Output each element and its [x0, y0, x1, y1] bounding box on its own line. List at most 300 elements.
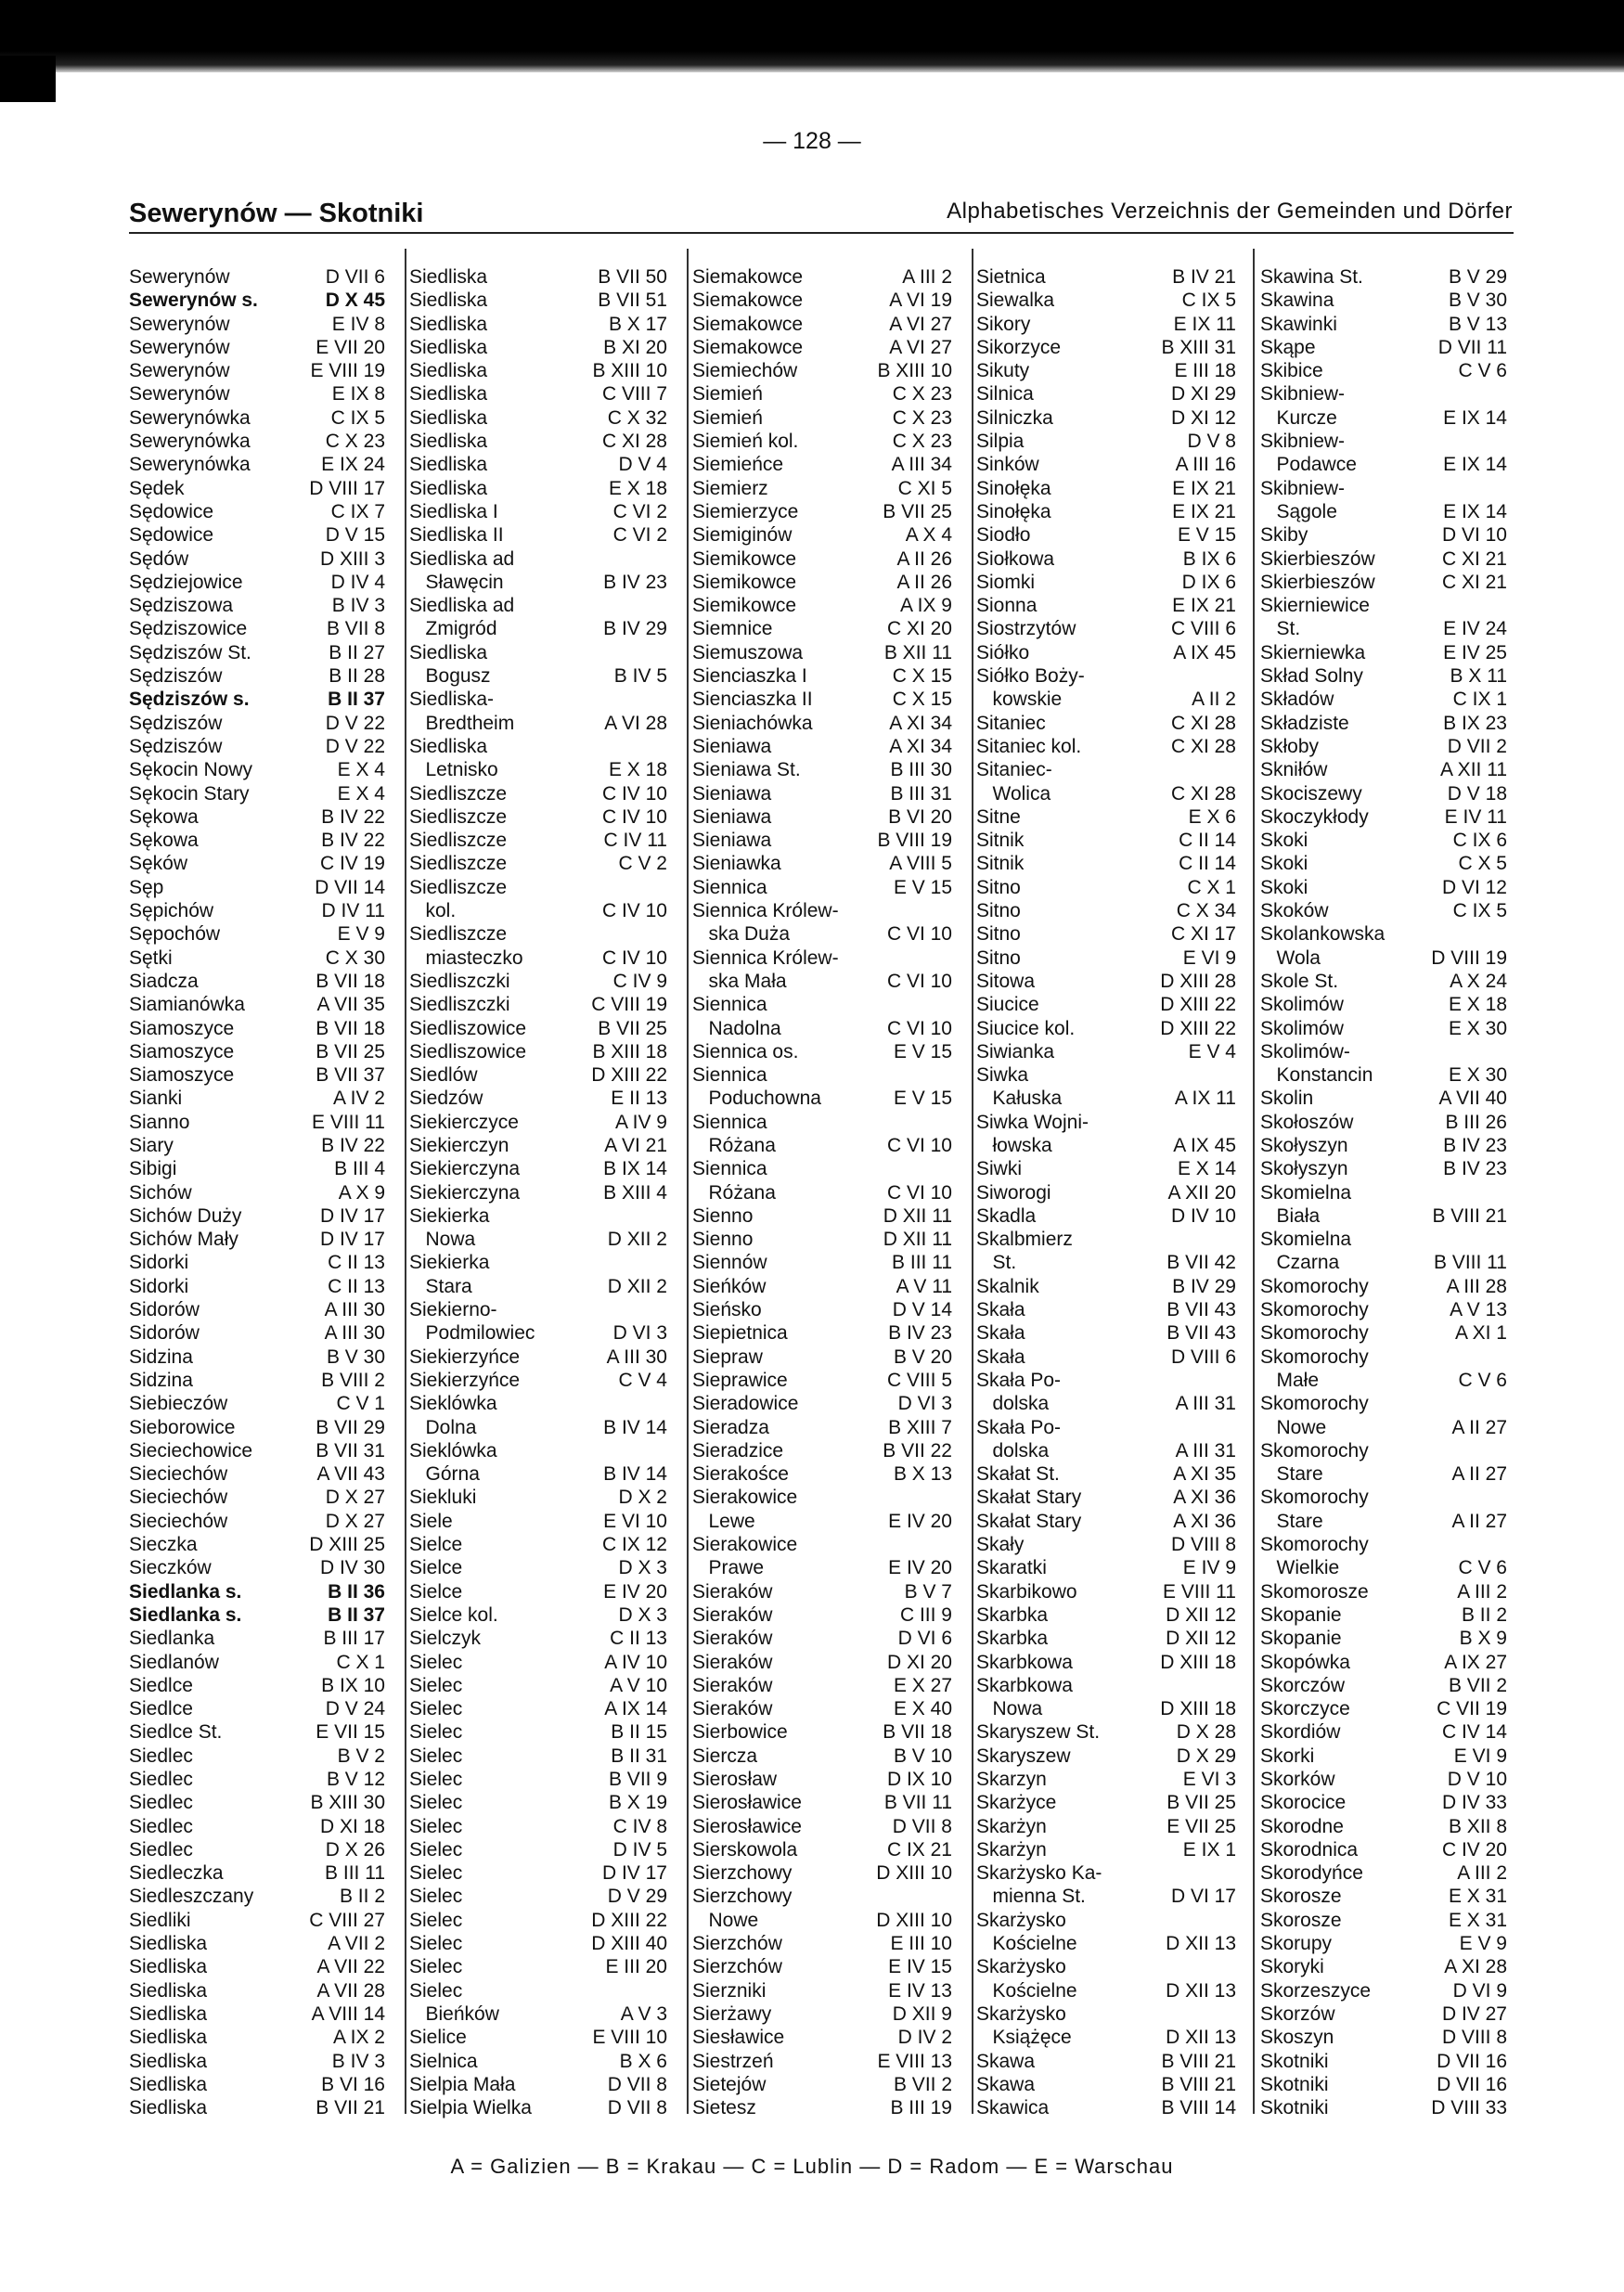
place-name: Sieczków	[129, 1557, 212, 1579]
place-name: Sieniawa St.	[692, 759, 801, 781]
place-name: Skąpe	[1260, 336, 1316, 358]
list-item	[976, 970, 1236, 993]
list-item	[976, 1251, 1236, 1274]
map-reference: C IX 6	[1452, 830, 1507, 852]
map-reference: A VI 28	[604, 712, 667, 734]
list-item	[692, 1955, 952, 1978]
list-item	[692, 1838, 952, 1861]
place-name: Sękowa	[129, 805, 199, 828]
map-reference: C IX 21	[886, 1838, 952, 1861]
list-item	[976, 852, 1236, 875]
map-reference: E VI 3	[1182, 1769, 1236, 1790]
map-reference: C IX 1	[1452, 689, 1507, 711]
list-item	[1260, 289, 1507, 312]
map-reference: D VII 11	[1437, 336, 1507, 358]
place-name: Siedliska	[409, 641, 488, 663]
place-name: Skała Po-	[976, 1416, 1062, 1438]
list-item	[409, 265, 667, 289]
list-item	[692, 641, 952, 664]
list-item	[409, 1017, 667, 1040]
scan-corner-shadow	[0, 56, 56, 102]
list-item	[692, 1533, 952, 1556]
map-reference: B X 17	[608, 313, 667, 335]
place-name: Sielpia Wielka	[409, 2097, 532, 2119]
map-reference: D VII 2	[1447, 735, 1507, 757]
place-name: Skordiów	[1260, 1721, 1341, 1744]
place-name: Sieraków	[692, 1580, 773, 1603]
place-name: Siestrzeń	[692, 2050, 774, 2072]
list-item	[692, 313, 952, 336]
list-item	[976, 477, 1236, 500]
list-item	[692, 876, 952, 899]
map-reference: D VII 16	[1437, 2073, 1507, 2095]
list-item	[129, 1627, 385, 1650]
list-item	[129, 970, 385, 993]
map-reference: B III 30	[890, 759, 952, 781]
map-reference: A VII 43	[316, 1463, 385, 1486]
map-reference: A IX 27	[1444, 1651, 1507, 1673]
map-reference: C V 4	[618, 1369, 667, 1391]
map-reference: C II 14	[1179, 853, 1236, 875]
place-name: Sęków	[129, 853, 188, 875]
list-item	[976, 1627, 1236, 1650]
list-item	[976, 547, 1236, 571]
list-item	[1260, 1745, 1507, 1768]
place-name: Skład Solny	[1260, 665, 1363, 688]
map-reference: C V 6	[1458, 1369, 1507, 1391]
list-item	[692, 1885, 952, 1908]
place-name: kowskie	[976, 689, 1063, 711]
list-item	[1260, 382, 1507, 406]
list-item	[409, 1885, 667, 1908]
place-name: Siemierz	[692, 477, 768, 499]
list-item	[409, 1955, 667, 1978]
column-divider	[687, 249, 689, 2114]
map-reference: B IX 6	[1182, 547, 1236, 570]
place-name: Skołoszów	[1260, 1111, 1354, 1133]
place-name: Książęce	[976, 2027, 1072, 2049]
place-name: Kościelne	[976, 1933, 1077, 1955]
map-reference: B II 37	[328, 1603, 385, 1626]
list-item	[692, 265, 952, 289]
list-item	[1260, 664, 1507, 688]
list-item	[129, 1063, 385, 1087]
map-reference: E IV 20	[603, 1580, 667, 1603]
place-name: Skomorochy	[1260, 1534, 1369, 1556]
list-item	[976, 946, 1236, 970]
place-name: Skierniewice	[1260, 595, 1370, 617]
map-reference: B VII 18	[316, 970, 385, 992]
place-name: Siedliszcze	[409, 805, 508, 828]
place-name: Siemakowce	[692, 266, 804, 288]
map-reference: C VIII 19	[591, 994, 667, 1016]
place-name: Silpia	[976, 431, 1025, 453]
map-reference: C II 13	[328, 1275, 385, 1297]
place-name: Siesławice	[692, 2027, 785, 2049]
place-name: Skała Po-	[976, 1369, 1062, 1391]
place-name: Skawa	[976, 2050, 1036, 2072]
list-item	[129, 1346, 385, 1369]
place-name: Sieradzice	[692, 1439, 784, 1461]
map-reference: D XIII 10	[876, 1909, 952, 1931]
list-item	[692, 2026, 952, 2049]
list-item	[976, 922, 1236, 946]
list-item	[692, 1439, 952, 1462]
place-name: Sędów	[129, 547, 189, 570]
place-name: Skomorochy	[1260, 1439, 1369, 1461]
place-name: Sielec	[409, 1886, 463, 1908]
map-reference: B IV 29	[1172, 1275, 1236, 1297]
list-item	[129, 1439, 385, 1462]
map-reference: C X 23	[892, 383, 952, 406]
map-reference: E IV 20	[888, 1557, 952, 1579]
map-reference: B X 6	[619, 2050, 667, 2072]
map-reference: A II 2	[1192, 689, 1236, 711]
list-item	[1260, 1416, 1507, 1439]
place-name: Skolimów-	[1260, 1040, 1350, 1062]
list-item	[409, 1909, 667, 1932]
map-reference: D XIII 10	[876, 1862, 952, 1885]
map-reference: D XI 29	[1170, 383, 1236, 406]
place-name: Siemakowce	[692, 336, 804, 358]
list-item	[976, 500, 1236, 523]
map-reference: B VII 18	[883, 1721, 952, 1744]
place-name: Sewerynów	[129, 336, 230, 358]
place-name: Siebieczów	[129, 1393, 228, 1415]
list-item	[692, 617, 952, 640]
list-item	[692, 782, 952, 805]
map-reference: D XII 11	[883, 1204, 952, 1227]
list-item	[692, 336, 952, 359]
list-item	[692, 1697, 952, 1720]
place-name: Siedliska	[129, 1933, 208, 1955]
list-item	[1260, 1697, 1507, 1720]
list-item	[1260, 1768, 1507, 1791]
list-item	[1260, 1462, 1507, 1486]
list-item	[692, 406, 952, 430]
map-reference: B VIII 2	[321, 1369, 385, 1391]
map-reference: C X 15	[892, 689, 952, 711]
place-name: Skalbmierz	[976, 1229, 1073, 1251]
map-reference: B VIII 19	[877, 830, 952, 852]
place-name: Skorodne	[1260, 1815, 1344, 1837]
list-item	[976, 382, 1236, 406]
list-item	[692, 946, 952, 970]
map-reference: B V 12	[326, 1769, 385, 1790]
list-item	[1260, 1346, 1507, 1369]
place-name: Siary	[129, 1134, 174, 1156]
list-item	[976, 1510, 1236, 1533]
place-name: Skarbka	[976, 1628, 1049, 1650]
list-item	[1260, 1298, 1507, 1321]
list-item	[976, 1204, 1236, 1228]
place-name: Siedliszcze	[409, 876, 508, 898]
list-item	[976, 1321, 1236, 1345]
map-reference: E IX 14	[1443, 454, 1507, 476]
map-reference: D IV 17	[319, 1229, 385, 1251]
place-name: Skoków	[1260, 900, 1329, 922]
map-reference: D VII 16	[1437, 2050, 1507, 2072]
list-item	[692, 1181, 952, 1204]
map-reference: A XI 1	[1454, 1322, 1507, 1345]
list-item	[692, 1510, 952, 1533]
list-item	[409, 594, 667, 617]
list-item	[692, 664, 952, 688]
place-name: Siedliska	[409, 454, 488, 476]
list-item	[409, 500, 667, 523]
map-reference: B XIII 18	[592, 1040, 667, 1062]
map-reference: B IV 23	[603, 571, 667, 593]
map-reference: B VII 22	[883, 1439, 952, 1461]
list-item	[129, 571, 385, 594]
list-item	[129, 641, 385, 664]
map-reference: E VII 20	[316, 336, 385, 358]
place-name: Siekierka	[409, 1204, 490, 1227]
place-name: Bogusz	[409, 665, 491, 688]
list-item	[692, 1768, 952, 1791]
place-name: Skomielna	[1260, 1229, 1352, 1251]
map-reference: E X 31	[1448, 1909, 1507, 1931]
place-name: Siennica	[692, 994, 767, 1016]
list-item	[692, 1861, 952, 1885]
place-name: Sewerynów	[129, 313, 230, 335]
list-item	[692, 1627, 952, 1650]
list-item	[692, 289, 952, 312]
list-item	[409, 876, 667, 899]
map-reference: D IV 17	[601, 1862, 667, 1885]
place-name: Sielec	[409, 1815, 463, 1837]
place-name: Skarżyn	[976, 1838, 1047, 1861]
place-name: Siedlanka s.	[129, 1603, 242, 1626]
list-item	[129, 2026, 385, 2049]
list-item	[129, 289, 385, 312]
list-item	[129, 1791, 385, 1814]
place-name: Siedlec	[129, 1838, 193, 1861]
place-name: Siamoszyce	[129, 1064, 235, 1087]
list-item	[129, 1040, 385, 1063]
place-name: Sieklówka	[409, 1439, 497, 1461]
map-reference: C IV 10	[601, 782, 667, 805]
map-reference: D VI 6	[897, 1628, 952, 1650]
map-reference: E II 13	[611, 1088, 667, 1110]
map-reference: A VI 21	[604, 1134, 667, 1156]
map-reference: B VI 16	[321, 2073, 385, 2095]
page-title: Sewerynów — Skotniki	[129, 199, 424, 228]
list-item	[409, 641, 667, 664]
place-name: Skorków	[1260, 1769, 1335, 1790]
map-reference: B II 15	[611, 1721, 667, 1744]
place-name: Siekierzyńce	[409, 1369, 521, 1391]
place-name: Siedliszczki	[409, 994, 510, 1016]
map-reference: C XI 28	[601, 431, 667, 453]
map-reference: D XI 18	[319, 1815, 385, 1837]
map-reference: D X 29	[1176, 1745, 1236, 1767]
list-item	[129, 1909, 385, 1932]
list-item	[409, 1720, 667, 1744]
map-reference: A V 11	[896, 1275, 952, 1297]
list-item	[976, 2026, 1236, 2049]
place-name: Skopówka	[1260, 1651, 1350, 1673]
map-reference: A VII 35	[316, 994, 385, 1016]
map-reference: E VI 9	[1453, 1745, 1507, 1767]
list-item	[976, 712, 1236, 735]
map-reference: B VII 9	[608, 1769, 667, 1790]
list-item	[409, 1040, 667, 1063]
place-name: Sinołęka	[976, 477, 1051, 499]
place-name: Stare	[1260, 1463, 1323, 1486]
place-name: Skomorochy	[1260, 1393, 1369, 1415]
map-reference: D XII 11	[883, 1229, 952, 1251]
list-item	[976, 406, 1236, 430]
list-item	[1260, 265, 1507, 289]
place-name: Sielec	[409, 1721, 463, 1744]
legend-footer: A = Galizien — B = Krakau — C = Lublin — D = Radom — E = Warschau	[450, 2155, 1174, 2178]
list-item	[692, 1228, 952, 1251]
map-reference: D XI 20	[886, 1651, 952, 1673]
map-reference: A III 30	[324, 1322, 385, 1345]
list-item	[409, 852, 667, 875]
place-name: Siemiginów	[692, 524, 793, 547]
list-item	[129, 2073, 385, 2096]
list-item	[1260, 805, 1507, 829]
list-item	[692, 1462, 952, 1486]
place-name: Sienciaszka II	[692, 689, 813, 711]
list-item	[976, 2050, 1236, 2073]
place-name: Siodło	[976, 524, 1031, 547]
list-item	[1260, 2050, 1507, 2073]
list-item	[976, 2002, 1236, 2026]
map-reference: B VIII 11	[1434, 1252, 1507, 1274]
list-item	[692, 477, 952, 500]
list-item	[129, 313, 385, 336]
place-name: Sidzina	[129, 1346, 193, 1368]
map-reference: E V 9	[1459, 1933, 1507, 1955]
place-name: Sierbowice	[692, 1721, 788, 1744]
map-reference: D VIII 19	[1431, 946, 1507, 969]
list-item	[409, 477, 667, 500]
list-item	[409, 1204, 667, 1228]
list-item	[129, 1603, 385, 1627]
list-item	[129, 523, 385, 547]
list-item	[1260, 1111, 1507, 1134]
map-reference: D IV 11	[321, 900, 385, 922]
place-name: Skomielna	[1260, 1181, 1352, 1204]
place-name: ska Mała	[692, 970, 787, 992]
place-name: Siedliska	[409, 336, 488, 358]
place-name: Skorczów	[1260, 1674, 1346, 1696]
list-item	[692, 2002, 952, 2026]
list-item	[409, 1556, 667, 1579]
place-name: Siworogi	[976, 1181, 1051, 1204]
map-reference: D V 14	[892, 1299, 952, 1321]
list-item	[692, 500, 952, 523]
list-item	[129, 1087, 385, 1110]
place-name: Siennica	[692, 876, 767, 898]
place-name: Skała	[976, 1322, 1025, 1345]
map-reference: E III 20	[605, 1956, 667, 1978]
place-name: Sierzchowy	[692, 1862, 793, 1885]
map-reference: B VII 21	[316, 2097, 385, 2119]
list-item	[692, 1298, 952, 1321]
list-item	[976, 1462, 1236, 1486]
list-item	[409, 406, 667, 430]
map-reference: C II 14	[1179, 830, 1236, 852]
place-name: Sierakowice	[692, 1487, 798, 1509]
list-item	[1260, 970, 1507, 993]
map-reference: A X 24	[1450, 970, 1507, 992]
list-item	[409, 359, 667, 382]
map-reference: C X 1	[336, 1651, 385, 1673]
list-item	[692, 970, 952, 993]
place-name: Skarżysko	[976, 1909, 1066, 1931]
place-name: Skorki	[1260, 1745, 1315, 1767]
place-name: Sielce	[409, 1557, 463, 1579]
list-item	[976, 1228, 1236, 1251]
place-name: Siemikowce	[692, 571, 797, 593]
list-item	[1260, 1815, 1507, 1838]
place-name: Sewerynówka	[129, 431, 251, 453]
map-reference: E X 18	[608, 759, 667, 781]
map-reference: C XI 20	[886, 618, 952, 640]
map-reference: D XIII 3	[319, 547, 385, 570]
map-reference: D IV 17	[319, 1204, 385, 1227]
map-reference: D XII 2	[607, 1229, 667, 1251]
list-item	[409, 1979, 667, 2002]
map-reference: D XII 13	[1166, 2027, 1236, 2049]
map-reference: D XIII 25	[309, 1534, 385, 1556]
list-item	[1260, 1017, 1507, 1040]
map-reference: E IX 11	[1173, 313, 1236, 335]
map-reference: D VI 10	[1441, 524, 1507, 547]
map-reference: E III 18	[1174, 360, 1236, 382]
list-item	[129, 1510, 385, 1533]
place-name: Siedleszczany	[129, 1886, 254, 1908]
list-item	[692, 453, 952, 476]
map-reference: C VIII 5	[886, 1369, 952, 1391]
list-item	[976, 1697, 1236, 1720]
list-item	[409, 1627, 667, 1650]
map-reference: B V 10	[893, 1745, 952, 1767]
list-item	[409, 571, 667, 594]
list-item	[976, 1157, 1236, 1180]
list-item	[1260, 1533, 1507, 1556]
map-reference: A XI 34	[889, 735, 952, 757]
list-item	[692, 805, 952, 829]
map-reference: B VII 18	[316, 1017, 385, 1039]
list-item	[976, 1181, 1236, 1204]
list-item	[1260, 313, 1507, 336]
place-name: Siomki	[976, 571, 1036, 593]
list-item	[1260, 1087, 1507, 1110]
place-name: Skołyszyn	[1260, 1158, 1348, 1180]
place-name: Siedliska	[409, 406, 488, 429]
list-item	[976, 782, 1236, 805]
map-reference: D V 22	[325, 712, 385, 734]
list-item	[976, 1745, 1236, 1768]
list-item	[409, 1462, 667, 1486]
list-item	[409, 712, 667, 735]
list-item	[976, 1369, 1236, 1392]
place-name: Siedliska	[409, 360, 488, 382]
map-reference: C IV 10	[601, 900, 667, 922]
list-item	[1260, 2026, 1507, 2049]
place-name: Sitnik	[976, 830, 1025, 852]
list-item	[976, 1063, 1236, 1087]
place-name: Wolica	[976, 782, 1051, 805]
place-name: Siekluki	[409, 1487, 477, 1509]
list-item	[409, 1791, 667, 1814]
map-reference: C XI 21	[1441, 571, 1507, 593]
